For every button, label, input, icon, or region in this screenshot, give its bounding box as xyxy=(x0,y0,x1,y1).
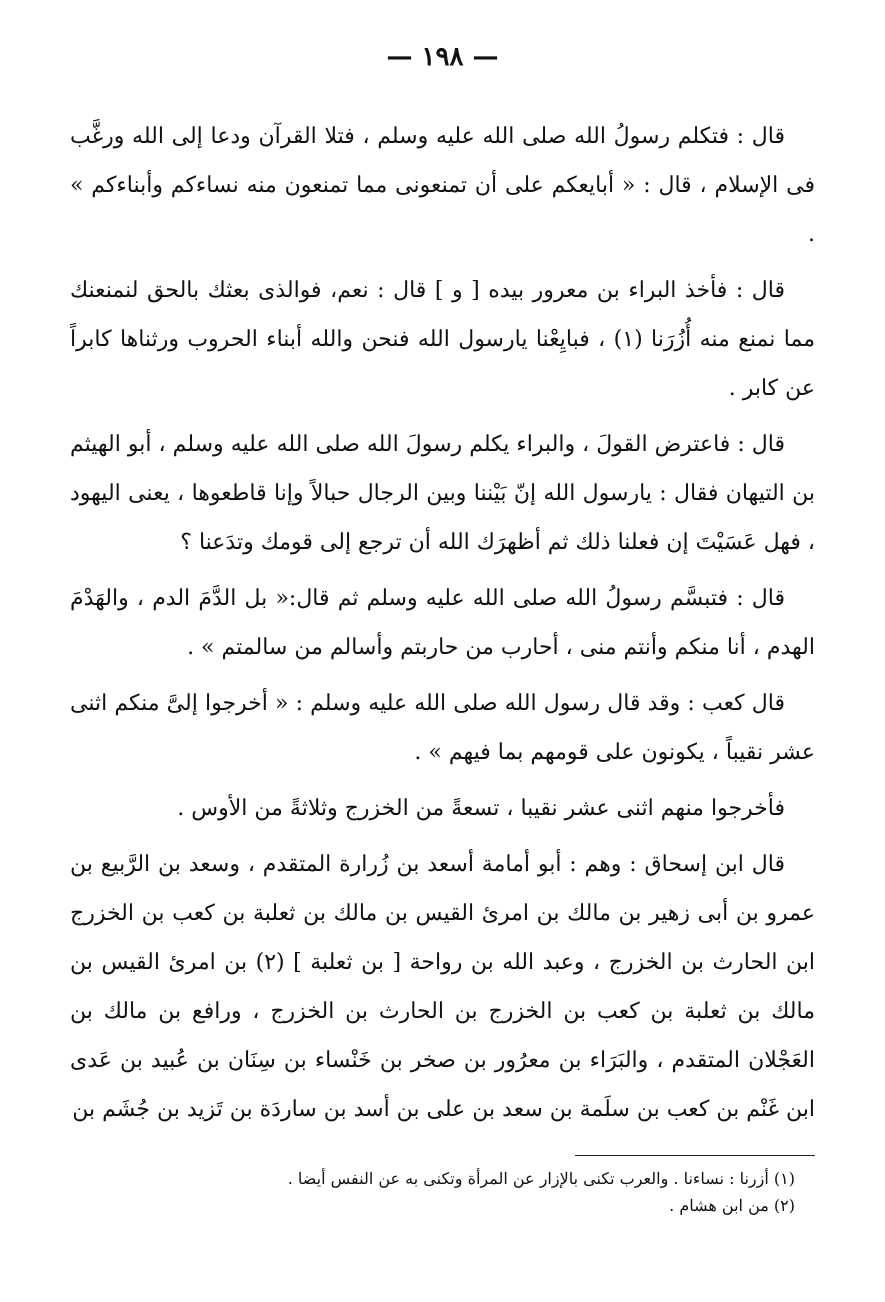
footnote-divider xyxy=(575,1155,815,1156)
footnote: (١) أزرنا : نساءنا . والعرب تكنى بالإزار عن المرأة وتكنى به عن النفس أيضا . xyxy=(287,1169,795,1188)
paragraph: قال : فاعترض القولَ ، والبراء يكلم رسولَ الله صلى الله عليه وسلم ، أبو الهيثم بن التيهان فقال : يارسول الله إنّ بَيْننا وبين الرجال حبالاً وإنا قاطعوها ، يعنى اليهود ، فهل عَسَيْتَ إن فعلنا ذلك ثم أظهرَك الله أن ترجع إلى قومك وتدَعنا ؟ xyxy=(70,432,815,555)
paragraph: قال كعب : وقد قال رسول الله صلى الله عليه وسلم : « أخرجوا إلىَّ منكم اثنى عشر نقيباً ، يكونون على قومهم بما فيهم » . xyxy=(70,691,815,765)
paragraph: قال ابن إسحاق : وهم : أبو أمامة أسعد بن زُرارة المتقدم ، وسعد بن الرَّبيع بن عمرو بن أبى زهير بن مالك بن امرئ القيس بن مالك بن ثعلبة بن كعب بن الخزرج ابن الحارث بن الخزرج ، وعبد الله بن رواحة [ بن ثعلبة ] (٢) بن امرئ القيس بن مالك بن ثعلبة بن كعب بن الخزرج بن الحارث بن الخزرج ، ورافع بن مالك بن العَجْلان المتقدم ، والبَرَاء بن معرُور بن صخر بن خَنْساء بن سِنَان بن عُبيد بن عَدى ابن غَنْم بن كعب بن سلَمة بن سعد بن على بن أسد بن ساردَة بن تَزيد بن جُشَم بن xyxy=(70,852,815,1122)
paragraph: قال : فتبسَّم رسولُ الله صلى الله عليه وسلم ثم قال:« بل الدَّمَ الدم ، والهَدْمَ الهدم ، أنا منكم وأنتم منى ، أحارب من حاربتم وأسالم من سالمتم » . xyxy=(70,586,815,660)
paragraph: قال : فتكلم رسولُ الله صلى الله عليه وسلم ، فتلا القرآن ودعا إلى الله ورغَّب فى الإسلام ، قال : « أبايعكم على أن تمنعونى مما تمنعون منه نساءكم وأبناءكم » . xyxy=(70,124,815,247)
page-number: — ١٩٨ — xyxy=(386,42,499,72)
paragraph: فأخرجوا منهم اثنى عشر نقيبا ، تسعةً من الخزرج وثلاثةً من الأوس . xyxy=(177,796,785,821)
paragraph: قال : فأخذ البراء بن معرور بيده [ و ] قال : نعم، فوالذى بعثك بالحق لنمنعنك مما نمنع منه أُزُرَنا (١) ، فبايِعْنا يارسول الله فنحن والله أبناء الحروب ورثناها كابراً عن كابر . xyxy=(70,278,815,401)
main-text xyxy=(70,112,815,1141)
footnotes xyxy=(95,1165,795,1219)
footnote: (٢) من ابن هشام . xyxy=(669,1196,795,1215)
